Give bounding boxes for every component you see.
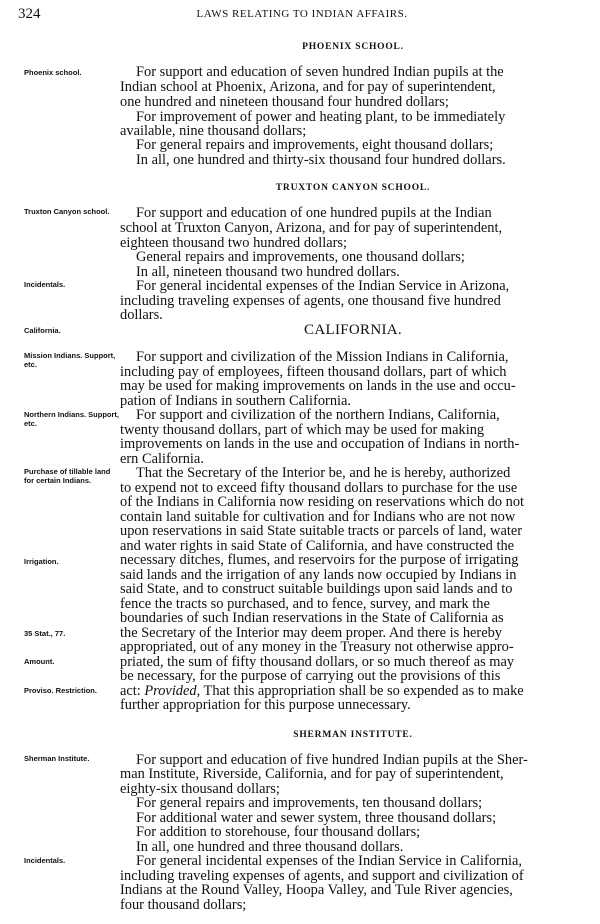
margin-note-proviso: Proviso. Restriction. (24, 686, 97, 695)
text-line: For support and civilization of the northern Indians, California, (136, 408, 500, 423)
text-line: In all, one hundred and thirty-six thousand four hundred dollars. (136, 153, 506, 168)
text-line: including traveling expenses of agents, and support and civilization of (120, 869, 524, 884)
margin-note-stat-ref: 35 Stat., 77. (24, 629, 66, 638)
text-line: available, nine thousand dollars; (120, 124, 307, 139)
text-line: upon reservations in said State suitable tracts or parcels of land, water (120, 524, 523, 539)
running-title: LAWS RELATING TO INDIAN AFFAIRS. (196, 8, 408, 20)
section-heading-truxton: TRUXTON CANYON SCHOOL. (275, 183, 431, 193)
margin-note-sherman-institute: Sherman Institute. (24, 754, 90, 763)
text-line: In all, nineteen thousand two hundred dollars. (136, 265, 400, 280)
proviso-rest: That this appropriation shall be so expended as to make (200, 684, 524, 699)
text-line: and water rights in said State of California, and have constructed the (120, 539, 515, 554)
text-line: eighty-six thousand dollars; (120, 782, 280, 797)
text-line: improvements on lands in the use and occupation of Indians in north- (120, 437, 520, 452)
text-line: four thousand dollars; (120, 898, 247, 913)
margin-note-california: California. (24, 326, 61, 335)
running-header (18, 6, 586, 24)
text-line: priated, the sum of fifty thousand dollars, or so much thereof as may (120, 655, 515, 670)
text-line: For improvement of power and heating plant, to be immediately (136, 110, 506, 125)
text-line: boundaries of such Indian reservations in the State of California as (120, 611, 504, 626)
text-line: to expend not to exceed fifty thousand dollars to purchase for the use (120, 481, 518, 496)
text-line: pation of Indians in southern California. (120, 394, 352, 409)
text-line: Indian school at Phoenix, Arizona, and for pay of superintendent, (120, 80, 496, 95)
section-heading-sherman: SHERMAN INSTITUTE. (293, 730, 413, 740)
text-line: one hundred and nineteen thousand four hundred dollars; (120, 95, 449, 110)
text-line: In all, one hundred and three thousand dollars. (136, 840, 404, 855)
text-line: For support and education of five hundred Indian pupils at the Sher- (136, 753, 528, 768)
margin-note-purchase-land: Purchase of tillable land for certain Indians. (24, 467, 111, 485)
page-number: 324 (18, 6, 41, 22)
text-line: ern California. (120, 452, 204, 467)
text-line: further appropriation for this purpose unnecessary. (120, 698, 411, 713)
text-line: including traveling expenses of agents, one thousand five hundred (120, 294, 501, 309)
margin-note-incidentals: Incidentals. (24, 280, 66, 289)
text-line: twenty thousand dollars, part of which may be used for making (120, 423, 485, 438)
margin-note-northern-indians: Northern Indians. Support, etc. (24, 410, 119, 428)
text-line: For support and education of one hundred pupils at the Indian (136, 206, 492, 221)
text-line: including pay of employees, fifteen thousand dollars, part of which (120, 365, 507, 380)
text-line: may be used for making improvements on lands in the use and occu- (120, 379, 516, 394)
text-line: be necessary, for the purpose of carrying out the provisions of this (120, 669, 501, 684)
text-line: eighteen thousand two hundred dollars; (120, 236, 348, 251)
text-line: For general repairs and improvements, ten thousand dollars; (136, 796, 483, 811)
text-line: man Institute, Riverside, California, and for pay of superintendent, (120, 767, 504, 782)
text-line: For general repairs and improvements, eight thousand dollars; (136, 138, 494, 153)
text-line: appropriated, out of any money in the Treasury not otherwise appro- (120, 640, 514, 655)
proviso-lead: act: (120, 684, 145, 699)
margin-note-truxton-canyon-school: Truxton Canyon school. (24, 207, 110, 216)
text-line: fence the tracts so purchased, and to fence, survey, and mark the (120, 597, 490, 612)
text-line-proviso (120, 684, 586, 699)
margin-note-amount: Amount. (24, 657, 55, 666)
margin-note-mission-indians: Mission Indians. Support, etc. (24, 351, 116, 369)
text-line: said lands and the irrigation of any lands now occupied by Indians in (120, 568, 517, 583)
text-line: For additional water and sewer system, three thousand dollars; (136, 811, 497, 826)
text-line: For support and civilization of the Mission Indians in California, (136, 350, 509, 365)
text-line: of the Indians in California now residing on reservations which do not (120, 495, 525, 510)
text-line: For general incidental expenses of the Indian Service in California, (136, 854, 523, 869)
section-heading-phoenix: PHOENIX SCHOOL. (302, 42, 404, 52)
text-line: General repairs and improvements, one thousand dollars; (136, 250, 465, 265)
text-line: For addition to storehouse, four thousand dollars; (136, 825, 421, 840)
proviso-word: Provided, (144, 684, 201, 699)
text-line: the Secretary of the Interior may deem proper. And there is hereby (120, 626, 503, 641)
text-line: For general incidental expenses of the Indian Service in Arizona, (136, 279, 510, 294)
text-line: said State, and to construct suitable buildings upon said lands and to (120, 582, 513, 597)
text-line: dollars. (120, 308, 163, 323)
text-line: necessary ditches, flumes, and reservoirs for the purpose of irrigating (120, 553, 519, 568)
margin-note-phoenix-school: Phoenix school. (24, 68, 82, 77)
section-heading-california: CALIFORNIA. (304, 322, 402, 338)
margin-note-irrigation: Irrigation. (24, 557, 59, 566)
text-line: school at Truxton Canyon, Arizona, and for pay of superintendent, (120, 221, 503, 236)
text-line: contain land suitable for cultivation and for Indians who are not now (120, 510, 516, 525)
margin-note-incidentals: Incidentals. (24, 856, 66, 865)
text-line: For support and education of seven hundred Indian pupils at the (136, 65, 504, 80)
text-line: Indians at the Round Valley, Hoopa Valley, and Tule River agencies, (120, 883, 513, 898)
text-line: That the Secretary of the Interior be, and he is hereby, authorized (136, 466, 511, 481)
